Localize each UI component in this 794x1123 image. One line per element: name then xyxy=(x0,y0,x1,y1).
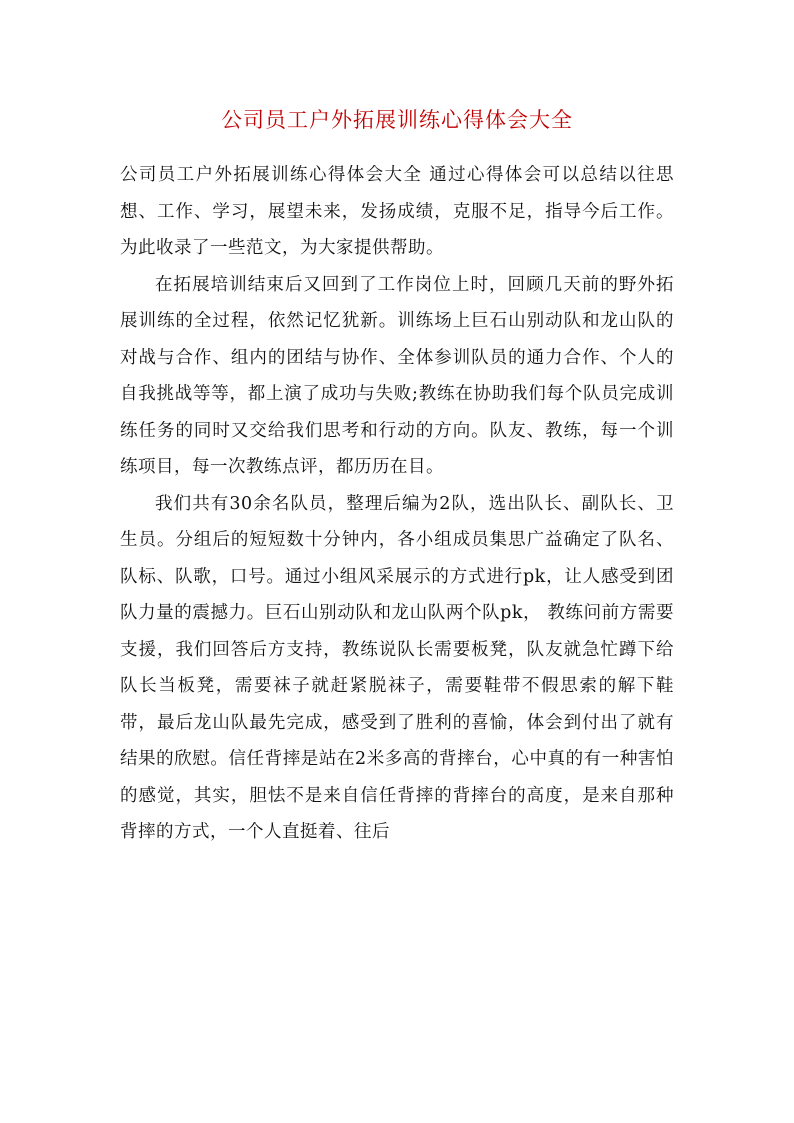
paragraph-teams: 我们共有30余名队员，整理后编为2队，选出队长、副队长、卫生员。分组后的短短数十分钟内，各小组成员集思广益确定了队名、队标、队歌，口号。通过小组风采展示的方式进行pk，让人感受到团队力量的震撼力。巨石山别动队和龙山队两个队pk， 教练问前方需要支援，我们回答后方支持，教练说队长需要板凳，队友就急忙蹲下给队长当板凳，需要袜子就赶紧脱袜子，需要鞋带不假思索的解下鞋带，最后龙山队最先完成，感受到了胜利的喜愉，体会到付出了就有结果的欣慰。信任背摔是站在2米多高的背摔台，心中真的有一种害怕的感觉，其实，胆怯不是来自信任背摔的背摔台的高度，是来自那种背摔的方式，一个人直挺着、往后 xyxy=(120,493,674,842)
document-body xyxy=(120,157,674,851)
document-title: 公司员工户外拓展训练心得体会大全 xyxy=(221,108,573,132)
paragraph-review: 在拓展培训结束后又回到了工作岗位上时，回顾几天前的野外拓展训练的全过程，依然记忆犹新。训练场上巨石山别动队和龙山队的对战与合作、组内的团结与协作、全体参训队员的通力合作、个人的自我挑战等等，都上演了成功与失败;教练在协助我们每个队员完成训练任务的同时又交给我们思考和行动的方向。队友、教练，每一个训练项目，每一次教练点评，都历历在目。 xyxy=(120,274,674,477)
paragraph-intro: 公司员工户外拓展训练心得体会大全 通过心得体会可以总结以往思想、工作、学习，展望未来，发扬成绩，克服不足，指导今后工作。为此收录了一些范文，为大家提供帮助。 xyxy=(120,165,674,258)
